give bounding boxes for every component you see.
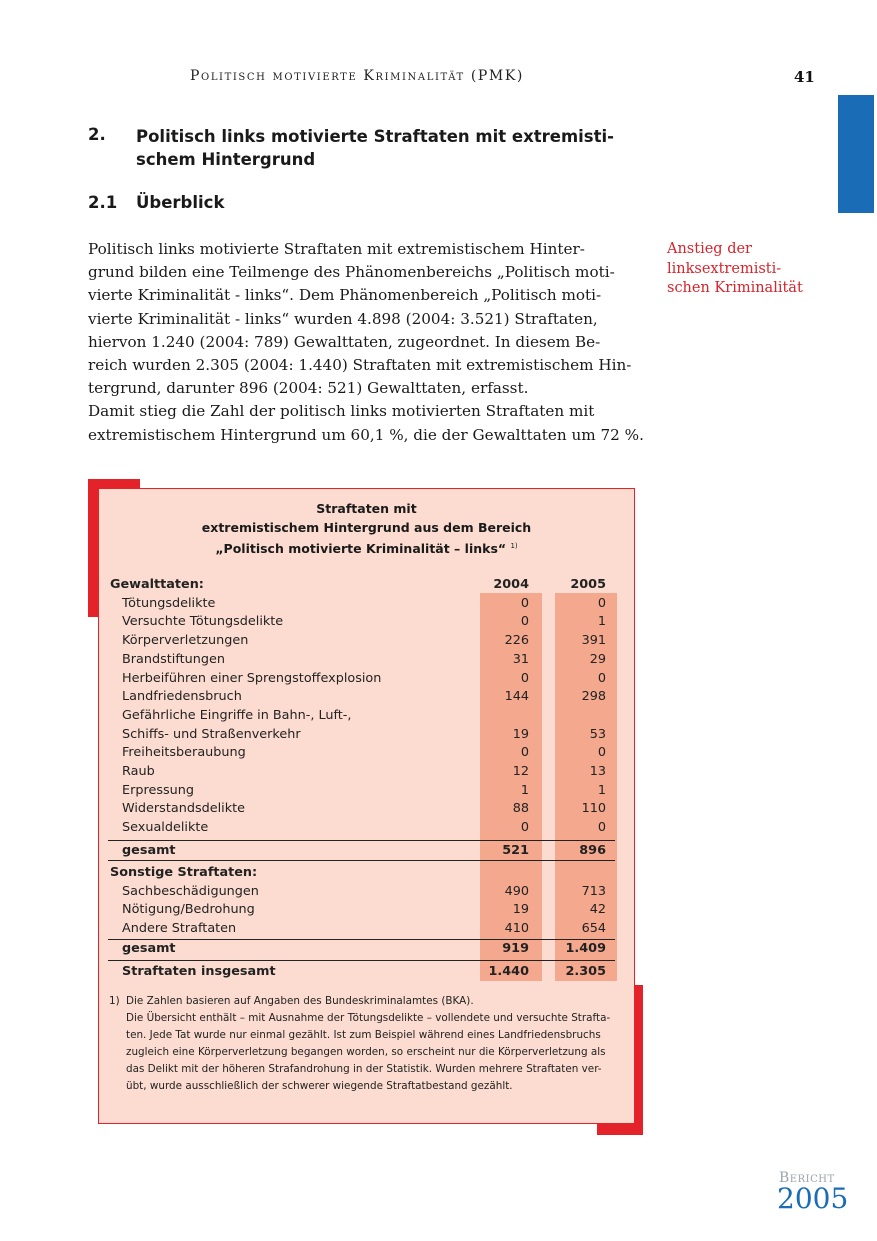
stats-box xyxy=(98,488,635,1124)
value-2005: 391 xyxy=(581,633,606,649)
section-title-line: schem Hintergrund xyxy=(136,150,316,169)
row-label: Brandstiftungen xyxy=(122,651,225,667)
table-row xyxy=(108,706,615,725)
body-line: grund bilden eine Teilmenge des Phänomenbereichs „Politisch moti- xyxy=(88,263,615,282)
value-2004: 1 xyxy=(520,782,529,798)
footnote-line: ten. Jede Tat wurde nur einmal gezählt. Ist zum Beispiel während eines Landfriedensbruchs xyxy=(126,1029,601,1041)
value-2004: 0 xyxy=(520,745,529,761)
value-2004: 12 xyxy=(512,764,529,779)
table-row xyxy=(108,594,615,613)
footnote-line: übt, wurde ausschließlich der schwerer wiegende Straftatbestand gezählt. xyxy=(126,1080,513,1092)
box-title-line: „Politisch motivierte Kriminalität – links“ xyxy=(215,541,507,557)
violent-header: Gewalttaten: xyxy=(110,577,204,592)
value-2004: 0 xyxy=(520,820,529,836)
value-2005: 298 xyxy=(581,689,606,705)
table-row xyxy=(108,725,615,744)
total-row-violent xyxy=(108,841,615,860)
value-2004: 19 xyxy=(512,726,529,742)
value-2005: 42 xyxy=(589,902,606,918)
value-2005: 0 xyxy=(597,745,606,761)
value-2005: 1 xyxy=(597,614,606,630)
table-row xyxy=(108,743,615,762)
row-label: gesamt xyxy=(122,843,176,858)
row-label: Sachbeschädigungen xyxy=(122,883,259,899)
value-2005: 29 xyxy=(589,651,606,667)
footnote-line: Die Übersicht enthält – mit Ausnahme der Tötungsdelikte – vollendete und versuchte Strafta- xyxy=(126,1012,611,1024)
row-label: Sexualdelikte xyxy=(122,820,209,836)
body-line: Politisch links motivierte Straftaten mit extremistischem Hinter- xyxy=(88,240,585,258)
footnote-line: zugleich eine Körperverletzung begangen worden, so erscheint nur die Körperverletzung als xyxy=(126,1046,606,1058)
row-label: Widerstandsdelikte xyxy=(122,801,246,817)
other-header: Sonstige Straftaten: xyxy=(110,865,258,880)
box-title-line: Straftaten mit xyxy=(316,501,417,516)
value-2005: 0 xyxy=(597,820,606,836)
section-number: 2. xyxy=(88,125,106,144)
value-2005: 654 xyxy=(581,921,606,937)
footnote-line: das Delikt mit der höheren Strafandrohung in der Statistik. Wurden mehrere Straftaten ver- xyxy=(126,1063,602,1075)
value-2004: 0 xyxy=(520,595,529,611)
section-title-line: Politisch links motivierte Straftaten mit extremisti- xyxy=(136,127,615,146)
footnote-line: Die Zahlen basieren auf Angaben des Bundeskriminalamtes (BKA). xyxy=(126,995,474,1007)
margin-note-line: schen Kriminalität xyxy=(667,280,803,296)
body-line: reich wurden 2.305 (2004: 1.440) Straftaten mit extremistischem Hin- xyxy=(88,356,632,375)
page-number: 41 xyxy=(794,68,815,86)
value-2005: 0 xyxy=(597,595,606,611)
row-label: Raub xyxy=(122,764,155,779)
col-header-2005: 2005 xyxy=(570,577,606,592)
row-label: Gefährliche Eingriffe in Bahn-, Luft-, xyxy=(122,707,352,723)
row-label: Andere Straftaten xyxy=(122,921,237,937)
body-line: vierte Kriminalität - links“. Dem Phänomenbereich „Politisch moti- xyxy=(88,286,602,305)
table-row xyxy=(108,781,615,800)
margin-note-line: linksextremisti- xyxy=(667,260,782,277)
table-row xyxy=(108,900,615,919)
value-2005: 1 xyxy=(597,782,606,798)
chapter-tab xyxy=(838,95,874,213)
col-header-2004: 2004 xyxy=(493,577,529,592)
margin-note-line: Anstieg der xyxy=(667,241,752,257)
row-label: Freiheitsberaubung xyxy=(122,745,246,761)
footnote-ref: 1) xyxy=(510,542,518,550)
row-label: Herbeiführen einer Sprengstoffexplosion xyxy=(122,670,382,686)
value-2005: 2.305 xyxy=(565,964,606,979)
row-label: Schiffs- und Straßenverkehr xyxy=(122,726,301,742)
grand-total-row xyxy=(108,962,615,981)
table-row xyxy=(108,919,615,938)
row-label: Straftaten insgesamt xyxy=(122,964,276,979)
row-label: gesamt xyxy=(122,941,176,956)
table-row xyxy=(108,799,615,818)
table-row xyxy=(108,612,615,631)
row-label: Landfriedensbruch xyxy=(122,689,242,705)
body-paragraph xyxy=(88,238,648,447)
value-2005: 53 xyxy=(589,726,606,742)
footnote xyxy=(109,993,624,1095)
value-2004: 144 xyxy=(504,689,529,705)
subsection-number: 2.1 xyxy=(88,193,118,212)
value-2004: 521 xyxy=(502,843,529,858)
value-2005: 896 xyxy=(579,843,606,858)
value-2005: 0 xyxy=(597,670,606,686)
body-line: hiervon 1.240 (2004: 789) Gewalttaten, zugeordnet. In diesem Be- xyxy=(88,332,601,351)
section-title xyxy=(136,125,636,171)
table-row xyxy=(108,687,615,706)
divider xyxy=(108,860,615,861)
report-label: Bericht xyxy=(779,1170,835,1186)
total-row-other xyxy=(108,939,615,958)
value-2005: 13 xyxy=(589,764,606,779)
row-label: Versuchte Tötungsdelikte xyxy=(122,614,284,630)
value-2005: 1.409 xyxy=(565,941,606,956)
table-row xyxy=(108,650,615,669)
margin-note xyxy=(667,240,837,299)
footnote-mark: 1) xyxy=(109,995,120,1007)
row-label: Tötungsdelikte xyxy=(122,595,216,611)
value-2004: 1.440 xyxy=(488,964,529,979)
body-line: Damit stieg die Zahl der politisch links motivierten Straftaten mit xyxy=(88,402,595,421)
body-line: extremistischem Hintergrund um 60,1 %, die der Gewalttaten um 72 %. xyxy=(88,425,644,444)
divider xyxy=(108,960,615,961)
value-2005: 110 xyxy=(581,801,606,817)
table-row xyxy=(108,669,615,688)
value-2004: 226 xyxy=(504,633,529,649)
value-2004: 19 xyxy=(512,902,529,918)
table-header-row xyxy=(108,575,615,594)
running-head: Politisch motivierte Kriminalität (PMK) xyxy=(190,68,524,84)
table-row xyxy=(108,762,615,781)
row-label: Erpressung xyxy=(122,782,195,798)
value-2004: 0 xyxy=(520,614,529,630)
value-2004: 31 xyxy=(512,651,529,667)
box-title-line: extremistischem Hintergrund aus dem Bereich xyxy=(201,520,532,535)
body-line: tergrund, darunter 896 (2004: 521) Gewalttaten, erfasst. xyxy=(88,379,529,398)
body-line: vierte Kriminalität - links“ wurden 4.898 (2004: 3.521) Straftaten, xyxy=(88,309,598,328)
value-2004: 490 xyxy=(504,883,529,899)
value-2004: 919 xyxy=(502,941,529,956)
table-row xyxy=(108,631,615,650)
report-year: 2005 xyxy=(777,1182,849,1215)
stats-box-title xyxy=(99,499,634,558)
stats-table xyxy=(108,575,615,985)
value-2005: 713 xyxy=(581,883,606,899)
row-label: Nötigung/Bedrohung xyxy=(122,902,255,918)
value-2004: 0 xyxy=(520,670,529,686)
table-row xyxy=(108,882,615,901)
table-header-row xyxy=(108,863,615,882)
subsection-title: Überblick xyxy=(136,193,225,212)
value-2004: 88 xyxy=(512,801,529,817)
value-2004: 410 xyxy=(504,921,529,937)
table-row xyxy=(108,818,615,837)
row-label: Körperverletzungen xyxy=(122,633,249,649)
